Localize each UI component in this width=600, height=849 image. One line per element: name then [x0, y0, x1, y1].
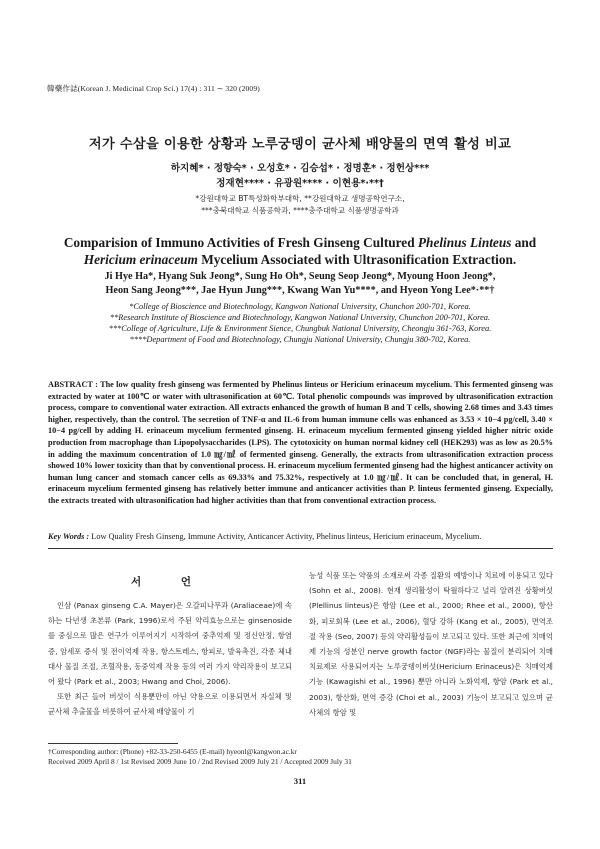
journal-header: 韓藥作誌(Korean J. Medicinal Crop Sci.) 17(4) : 311 ∼ 320 (2009)	[47, 84, 260, 93]
korean-affiliation-line-1: *강원대학교 BT특성화학부대학, **강원대학교 생명공학연구소,	[195, 194, 405, 203]
intro-paragraph-continued: 능성 식품 또는 약품의 소재로써 각종 질환의 예방이나 치료에 이용되고 있다 (Sohn et al., 2008). 현재 생리활성이 탁월하다고 널리 알려진 상황버섯 (Plellinus linteus)은 항암 (Lee et al., 2000; Rhee et al., 2000), 항산화, 피로회복 (Lee et al., 2006), 혈당 강하 (Kang et al., 2005), 면역조절 작용 (Seo, 2007) 등의 약리활성들이 보고되고 있다. 또한 최근에 치매억제 기능의 성분인 nerve growth factor (NGF)라는 물질이 분리되어 치매치료제로 사용되어지는 노루궁뎅이버섯(Hericium Erinaceus)은 치매억제 기능 (Kawagishi et al., 1996) 뿐만 아니라 노화억제, 항암 (Park et al., 2003), 항산화, 면역 증강 (Choi et al., 2003) 기능이 보고되고 있으며 균사체의 항암 및	[309, 571, 553, 717]
english-title-part: Comparision of Immuno Activities of Fresh Ginseng Cultured	[63, 235, 418, 250]
intro-paragraph-2: 또한 최근 들어 버섯이 식용뿐만이 아닌 약용으로 이용되면서 자실체 및 균사체 추출물을 비롯하여 균사체 배양물이 기	[48, 692, 292, 717]
english-affiliation-2: **Research Institute of Bioscience and Biotechnology, Kangwon National University, Chunchon 200-701, Korea.	[109, 313, 491, 322]
korean-affiliation-line-2: ***충북대학교 식품공학과, ****충주대학교 식품생명공학과	[201, 206, 399, 215]
footnote-corresponding: †Corresponding author: (Phone) +82-33-250-6455 (E-mail) hyeonl@kangwon.ac.kr	[48, 747, 297, 756]
english-authors-line-1: Ji Hye Ha*, Hyang Suk Jeong*, Sung Ho Oh*, Seung Seop Jeong*, Myoung Hoon Jeong*,	[104, 271, 496, 282]
page-number: 311	[293, 776, 307, 786]
english-authors-line-2: Heon Sang Jeong***, Jae Hyun Jung***, Kwang Wan Yu****, and Hyeon Yong Lee*·**†	[105, 285, 495, 296]
intro-paragraph-1: 인삼 (Panax ginseng C.A. Mayer)은 오갈피나무과 (Araliaceae)에 속하는 다년생 초본류 (Park, 1996)로서 주된 약리효능으로는 ginsenoside를 중심으로 많은 연구가 이루어지기 시작하여 중추억제 및 정신안정, 항염증, 암세포 증식 및 전이억제 작용, 항스트레스, 항피로, 발육촉진, 각종 체내대사 물질 조절, 조혈작용, 동중억제 작용 등의 여러 가지 약리작용이 보고되어 왔다 (Park et al., 2003; Hwang and Choi, 2006).	[48, 601, 292, 687]
right-column	[309, 568, 553, 720]
korean-authors-line-2: 정재현**** · 유광원**** · 이현용*·**†	[216, 178, 384, 189]
keywords-list: Low Quality Fresh Ginseng, Immune Activity, Anticancer Activity, Phelinus linteus, Hericium erinaceum, Mycelium.	[91, 532, 482, 541]
abstract	[48, 379, 553, 507]
english-affiliation-1: *College of Bioscience and Biotechnology, Kangwon National University, Chunchon 200-701, Korea.	[129, 302, 471, 311]
keywords-label: Key Words :	[48, 532, 92, 541]
keywords	[48, 532, 568, 541]
abstract-body: The low quality fresh ginseng was fermented by Phelinus linteus or Hericium erinaceum mycelium. This fermented ginseng was extracted by water at 100℃ or water with ultrasonification at 60℃. Total phenolic compounds was improved by ultrasonification extraction process, compare to conventional water extraction. All extracts enhanced the growth of human B and T cells, showing 2.68 times and 3.43 times higher, respectively, than the control. The secretion of TNF-α and IL-6 from human immune cells was enhanced as 3.53 × 10−4 pg/cell, 3.40 × 10−4 pg/cell by adding H. erinaceum mycelium fermented ginseng. H. erinaceum mycelium fermented ginseng yielded higher nitric oxide production from macrophage than Lipopolysaccharides (LPS). The cytotoxicity on human normal kidney cell (HEK293) was as low as 20.5% in adding the maximum concentration of 1.0 ㎎/㎖ of fermented ginseng. Generally, the extracts from ultrasonification extraction process showed 10% lower toxicity than that by conventional process. H. erinaceum mycelium fermented ginseng had the highest anticancer activity on human lung cancer and stomach cancer cells as 69.33% and 75.32%, respectively at 1.0 ㎎/㎖. It can be concluded that, in general, H. erinaceum mycelium fermented ginseng has relatively better immune and anticancer activities than P. linteus fermented ginseng. Expecially, the extracts treated with ultrasonification had higher activities than that from conventional extraction process.	[48, 380, 553, 505]
english-title	[30, 234, 570, 268]
section-heading-introduction: 서 언	[131, 576, 209, 588]
english-title-species-2: Hericium erinaceum	[83, 252, 198, 267]
abstract-label: ABSTRACT :	[48, 380, 101, 389]
english-affiliation-3: ***College of Agriculture, Life & Environment Sience, Chungbuk National University, Cheongju 361-763, Korea.	[108, 324, 492, 333]
english-affiliation-4: ****Department of Food and Biotechnology, Chungju National University, Chungju 380-702, Korea.	[129, 335, 471, 344]
korean-authors-line-1: 하지혜* · 정향숙* · 오성호* · 김승섭* · 정명훈* · 정헌상***	[170, 163, 430, 174]
abstract-divider	[48, 548, 553, 549]
english-title-part: and	[511, 235, 537, 250]
english-title-species-1: Phelinus Linteus	[417, 235, 512, 250]
english-title-part: Mycelium Associated with Ultrasonification Extraction.	[197, 252, 517, 267]
korean-title: 저가 수삼을 이용한 상황과 노루궁뎅이 균사체 배양물의 면역 활성 비교	[88, 137, 512, 152]
left-column	[48, 598, 292, 720]
footnote-received: Received 2009 April 8 / 1st Revised 2009 June 10 / 2nd Revised 2009 July 21 / Accepted 2009 July 31	[48, 757, 352, 766]
footnote-divider	[48, 743, 178, 744]
